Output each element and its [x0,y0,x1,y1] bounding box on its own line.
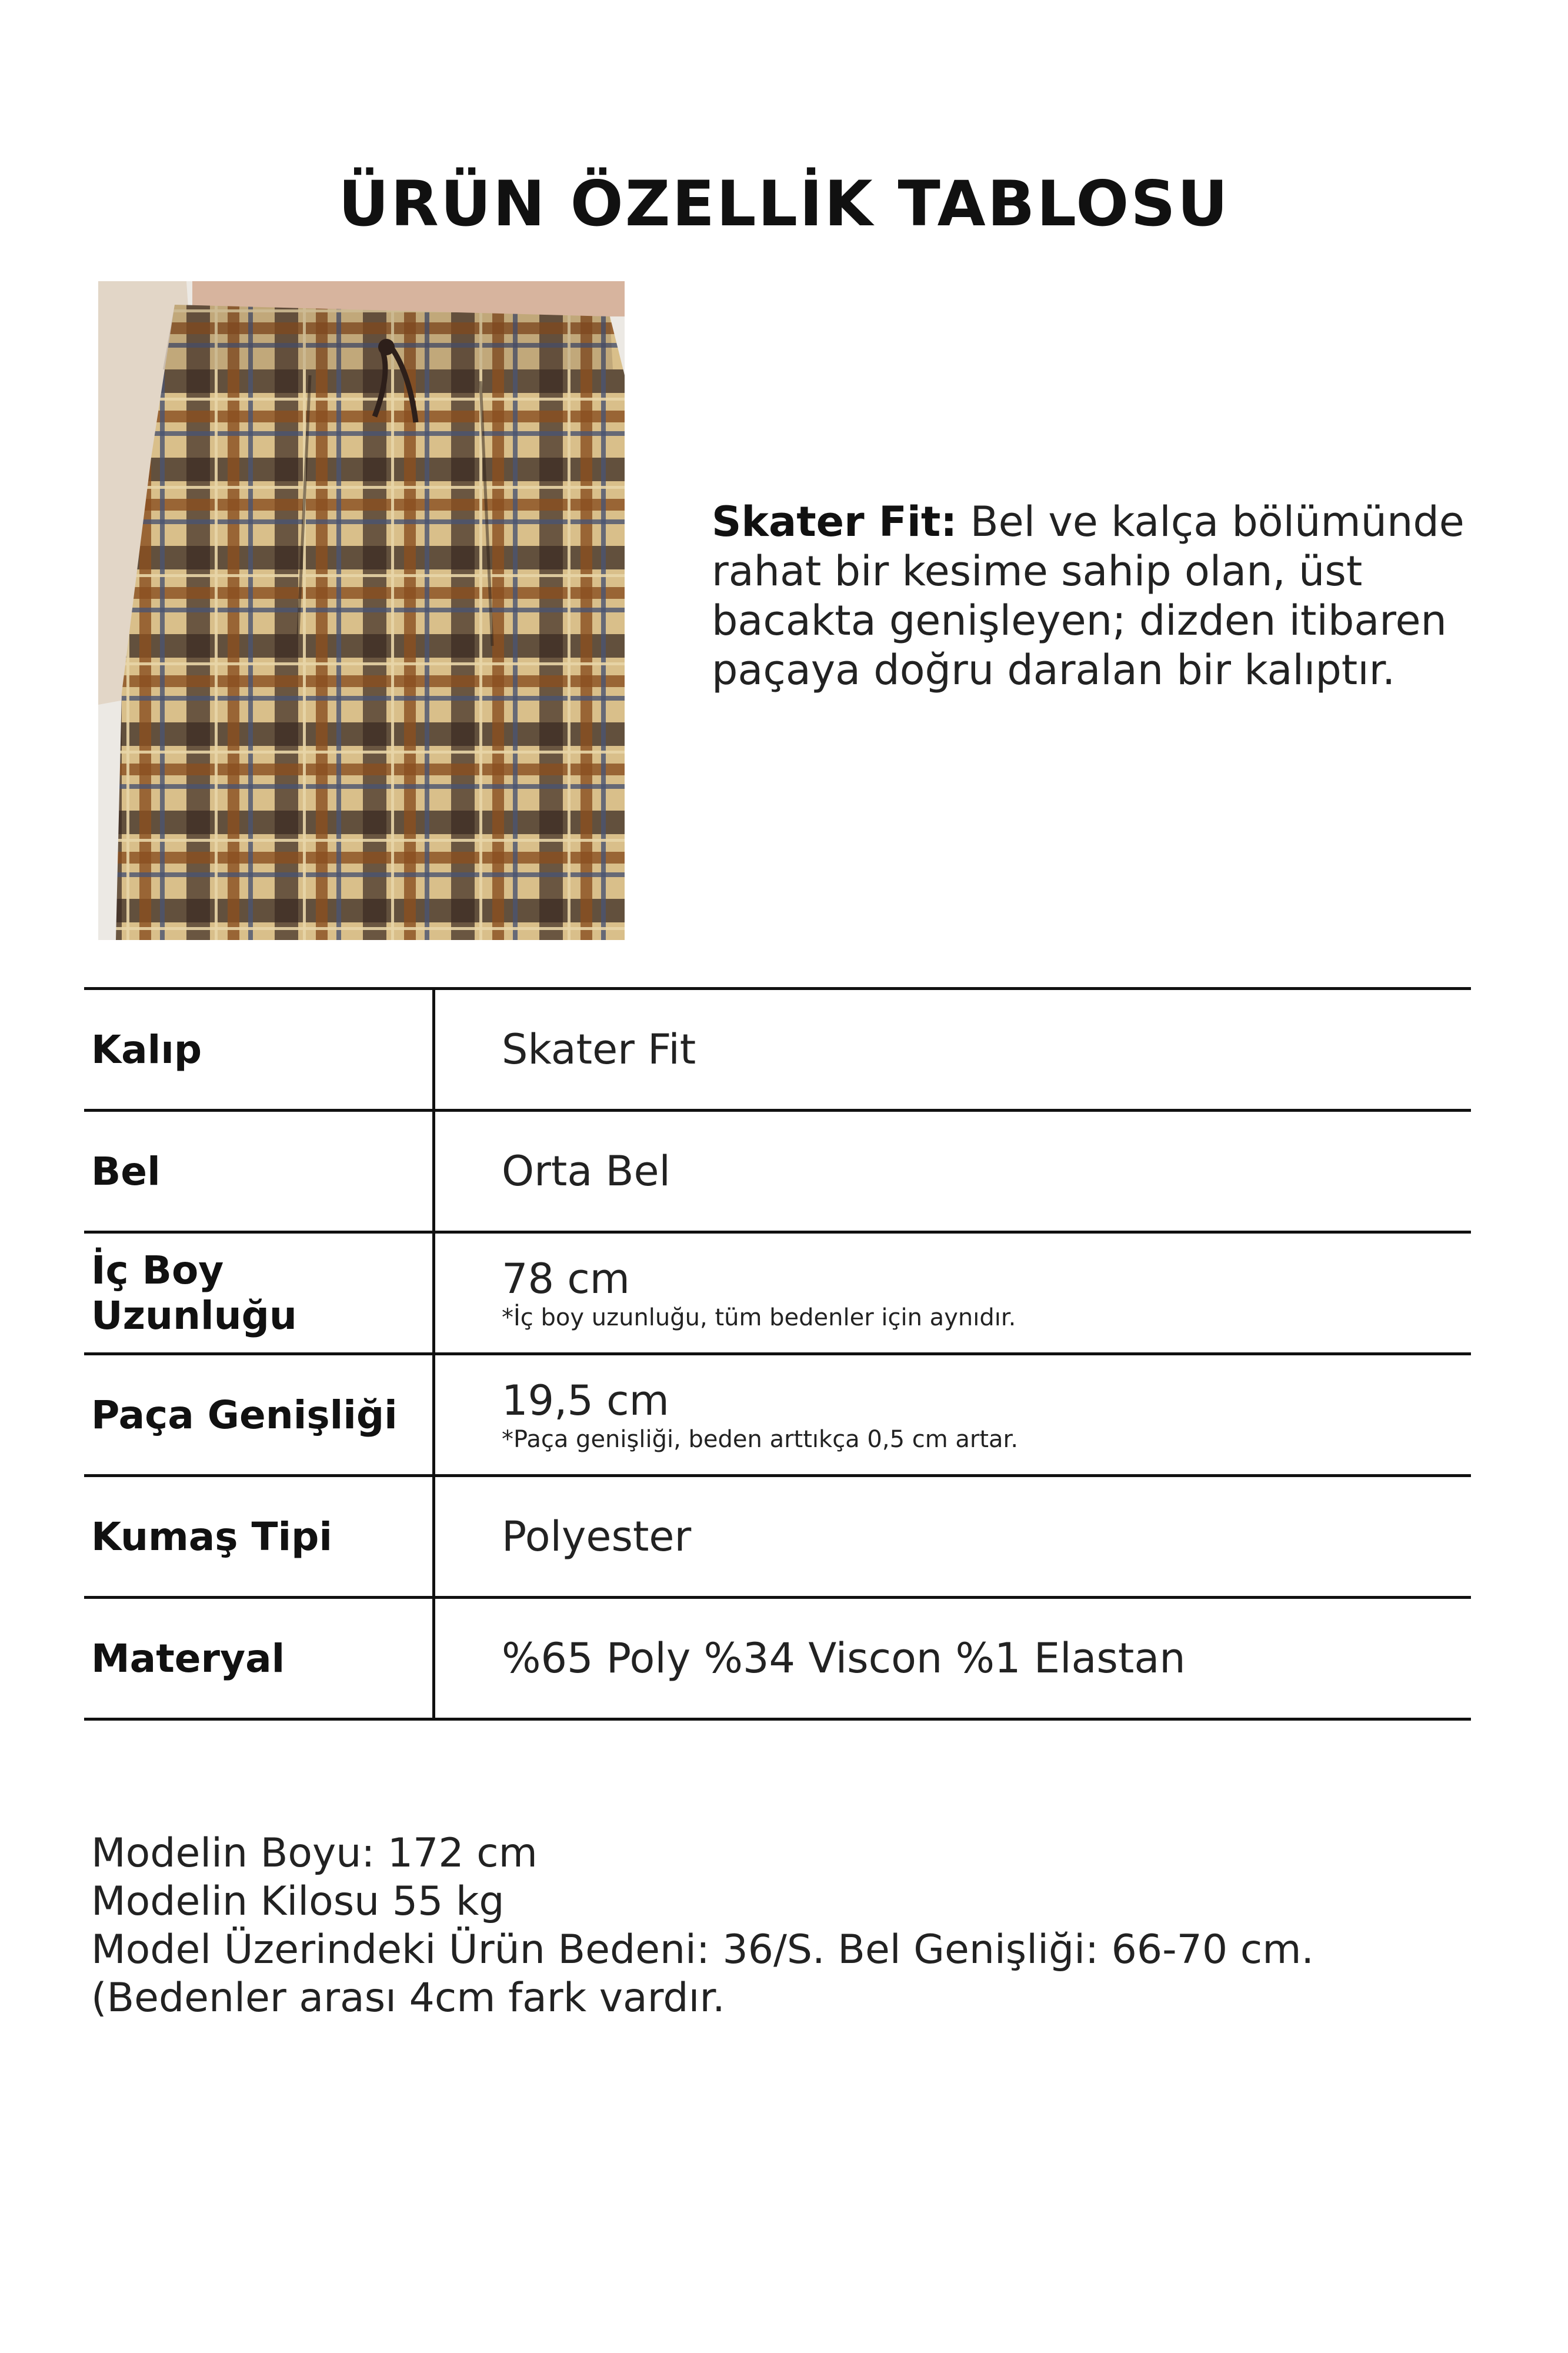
product-photo [98,281,625,940]
spec-table [84,987,1471,1721]
spec-value: 19,5 cm [502,1377,669,1425]
spec-value: Orta Bel [502,1147,671,1195]
model-size: Model Üzerindeki Ürün Bedeni: 36/S. Bel Genişliği: 66-70 cm. (Bedenler arası 4cm fark vardır. [91,1927,1315,2021]
model-height: Modelin Boyu: 172 cm [91,1830,538,1877]
spec-row [84,1355,1471,1477]
spec-note: *İç boy uzunluğu, tüm bedenler için aynıdır. [502,1304,1016,1331]
spec-label: Bel [84,1112,435,1231]
spec-label: Paça Genişliği [84,1355,435,1474]
spec-label: Kalıp [84,990,435,1109]
spec-value: Skater Fit [502,1025,696,1074]
model-weight: Modelin Kilosu 55 kg [91,1878,505,1925]
fit-description [712,497,1512,695]
page-title: ÜRÜN ÖZELLİK TABLOSU [338,168,1230,240]
spec-value-cell [435,1234,1471,1352]
fit-description-text: Bel ve kalça bölümünde rahat bir kesime sahip olan, üst bacakta genişleyen; dizden itibaren paçaya doğru daralan bir kalıptır. [712,498,1464,694]
spec-value-cell [435,1599,1471,1718]
spec-note: *Paça genişliği, beden arttıkça 0,5 cm artar. [502,1426,1019,1453]
spec-row [84,990,1471,1112]
spec-value-cell [435,1477,1471,1596]
spec-label: İç Boy Uzunluğu [84,1234,435,1352]
spec-label: Materyal [84,1599,435,1718]
spec-row [84,1477,1471,1599]
spec-value-cell [435,1355,1471,1474]
spec-value-cell [435,990,1471,1109]
spec-value: 78 cm [502,1255,630,1303]
spec-row [84,1599,1471,1721]
spec-label: Kumaş Tipi [84,1477,435,1596]
spec-value-cell [435,1112,1471,1231]
spec-row [84,1234,1471,1355]
model-info [91,1829,1491,2022]
spec-value: Polyester [502,1512,692,1561]
spec-row [84,1112,1471,1234]
spec-value: %65 Poly %34 Viscon %1 Elastan [502,1634,1186,1682]
fit-description-label: Skater Fit: [712,498,958,546]
